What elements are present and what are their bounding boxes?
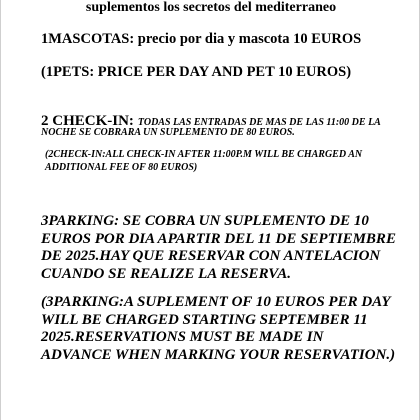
parking-english-line: ADVANCE WHEN MARKING YOUR RESERVATION.): [41, 346, 396, 363]
parking-spanish-line: CUANDO SE REALIZE LA RESERVA.: [41, 265, 291, 282]
parking-spanish-line: DE 2025.HAY QUE RESERVAR CON ANTELACION: [41, 248, 381, 264]
checkin-spanish-line-2: NOCHE SE COBRARA UN SUPLEMENTO DE 80 EUROS.: [41, 127, 295, 138]
pets-fee-spanish: 1MASCOTAS: precio por dia y mascota 10 EUROS: [41, 31, 362, 47]
checkin-english-line-2: ADDITIONAL FEE OF 80 EUROS): [45, 162, 198, 173]
document-title: suplementos los secretos del mediterraneo: [85, 0, 337, 15]
parking-english-line: WILL BE CHARGED STARTING SEPTEMBER 11: [41, 311, 368, 328]
checkin-english: [45, 148, 362, 174]
parking-spanish: [41, 213, 396, 283]
parking-spanish-line: EUROS POR DIA APARTIR DEL 11 DE SEPTIEMBRE: [41, 230, 396, 247]
checkin-spanish-text: TODAS LAS ENTRADAS DE MAS DE LAS 11:00 DE LA: [137, 117, 381, 128]
pets-fee-english: (1PETS: PRICE PER DAY AND PET 10 EUROS): [41, 64, 352, 80]
checkin-english-line-1: (2CHECK-IN:ALL CHECK-IN AFTER 11:00P.M WILL BE CHARGED AN: [45, 149, 363, 160]
parking-english: [41, 294, 395, 364]
parking-english-line: 2025.RESERVATIONS MUST BE MADE IN: [41, 329, 324, 345]
checkin-label: 2 CHECK-IN:: [41, 113, 134, 129]
parking-english-line: (3PARKING:A SUPLEMENT OF 10 EUROS PER DAY: [41, 294, 391, 310]
parking-spanish-line: 3PARKING: SE COBRA UN SUPLEMENTO DE 10: [41, 213, 369, 229]
